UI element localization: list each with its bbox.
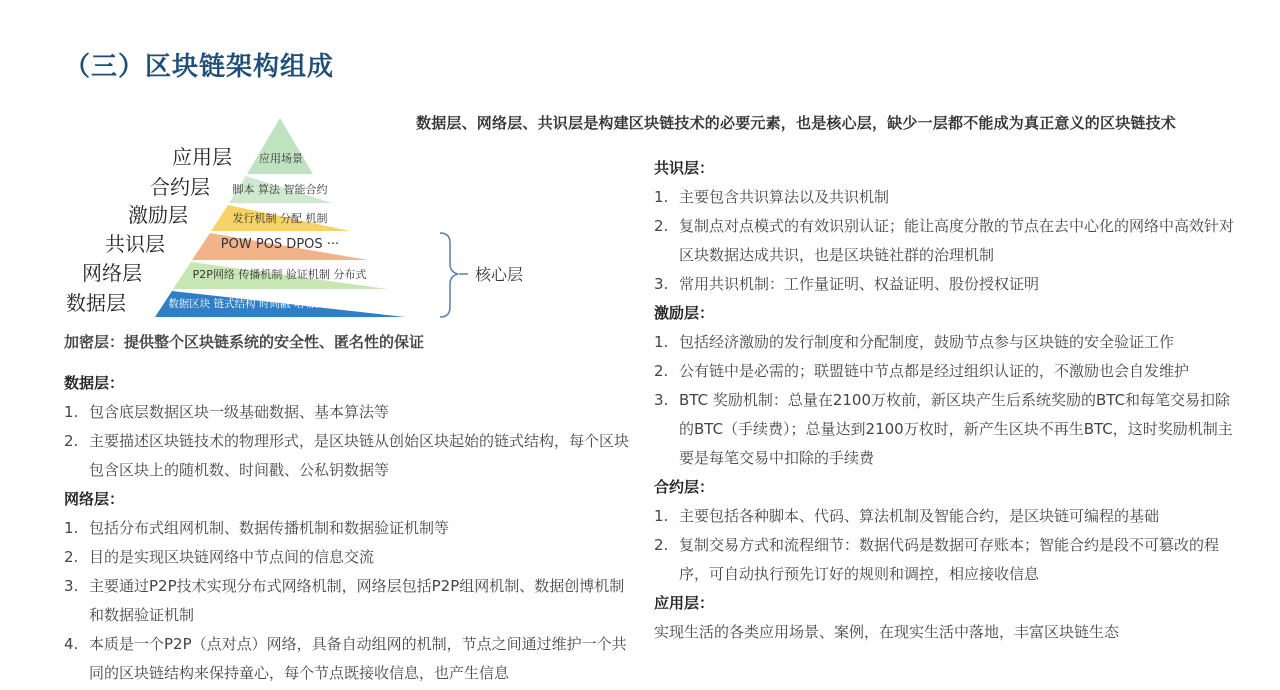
contract-layer-list <box>654 502 1244 589</box>
layer-label-network: 网络层 <box>82 261 142 285</box>
list-item: 2. 主要描述区块链技术的物理形式，是区块链从创始区块起始的链式结构，每个区块包含区块上的随机数、时间戳、公私钥数据等 <box>64 432 630 479</box>
list-item: 2. 复制点对点模式的有效识别认证；能让高度分散的节点在去中心化的网络中高效针对区块数据达成共识，也是区块链社群的治理机制 <box>654 217 1235 264</box>
list-item: 1. 包括分布式组网机制、数据传播机制和数据验证机制等 <box>64 519 450 537</box>
consensus-layer-list <box>654 183 1244 299</box>
list-item: 1. 包括经济激励的发行制度和分配制度，鼓励节点参与区块链的安全验证工作 <box>654 333 1175 351</box>
list-item: 3. BTC 奖励机制：总量在2100万枚前，新区块产生后系统奖励的BTC和每笔交易扣除的BTC（手续费）；总量达到2100万枚时，新产生区块不再生BTC，这时奖励机制主要是每笔交易中扣除的手续费 <box>654 391 1233 467</box>
section-heading-data: 数据层： <box>64 374 125 392</box>
band-text-contract: 脚本 算法 智能合约 <box>232 183 328 196</box>
data-layer-list <box>64 398 634 485</box>
left-column <box>64 369 634 688</box>
layer-label-application: 应用层 <box>172 145 232 169</box>
network-layer-list <box>64 514 634 688</box>
band-text-network: P2P网络 传播机制 验证机制 分布式 <box>192 268 367 281</box>
list-item: 4. 本质是一个P2P（点对点）网络，具备自动组网的机制，节点之间通过维护一个共同的区块链结构来保持童心，每个节点既接收信息，也产生信息 <box>64 635 627 682</box>
crypto-layer-note: 加密层：提供整个区块链系统的安全性、匿名性的保证 <box>64 333 425 351</box>
layer-label-contract: 合约层 <box>150 175 210 199</box>
layer-label-data: 数据层 <box>66 291 126 315</box>
intro-text: 数据层、网络层、共识层是构建区块链技术的必要元素，也是核心层，缺少一层都不能成为真正意义的区块链技术 <box>416 114 1177 132</box>
application-layer-text: 实现生活的各类应用场景、案例，在现实生活中落地，丰富区块链生态 <box>654 623 1120 641</box>
right-column <box>654 154 1244 647</box>
section-heading-consensus: 共识层： <box>654 159 715 177</box>
band-text-application: 应用场景 <box>259 152 303 165</box>
list-item: 1. 包含底层数据区块一级基础数据、基本算法等 <box>64 403 390 421</box>
incentive-layer-list <box>654 328 1244 473</box>
band-text-consensus: POW POS DPOS ··· <box>220 237 340 252</box>
layer-label-consensus: 共识层 <box>105 232 165 256</box>
section-heading-contract: 合约层： <box>654 478 715 496</box>
list-item: 2. 目的是实现区块链网络中节点间的信息交流 <box>64 548 375 566</box>
list-item: 3. 主要通过P2P技术实现分布式网络机制，网络层包括P2P组网机制、数据创博机制和数据验证机制 <box>64 577 625 624</box>
band-text-data: 数据区块 链式结构 时间戳 哈希函数 非对称加密 <box>168 298 392 310</box>
section-heading-incentive: 激励层： <box>654 304 715 322</box>
section-heading-application: 应用层： <box>654 594 715 612</box>
list-item: 3. 常用共识机制：工作量证明、权益证明、股份授权证明 <box>654 275 1040 293</box>
layer-label-incentive: 激励层 <box>128 203 188 227</box>
core-bracket <box>440 233 458 317</box>
list-item: 2. 复制交易方式和流程细节：数据代码是数据可存账本；智能合约是段不可篡改的程序，可自动执行预先订好的规则和调控，相应接收信息 <box>654 536 1220 583</box>
section-heading-network: 网络层： <box>64 490 125 508</box>
core-layer-label: 核心层 <box>475 265 524 284</box>
list-item: 2. 公有链中是必需的；联盟链中节点都是经过组织认证的，不激励也会自发维护 <box>654 362 1190 380</box>
page-title: （三）区块链架构组成 <box>64 52 335 82</box>
band-text-incentive: 发行机制 分配 机制 <box>232 212 328 225</box>
list-item: 1. 主要包含共识算法以及共识机制 <box>654 188 890 206</box>
list-item: 1. 主要包括各种脚本、代码、算法机制及智能合约，是区块链可编程的基础 <box>654 507 1160 525</box>
architecture-pyramid <box>60 116 540 321</box>
